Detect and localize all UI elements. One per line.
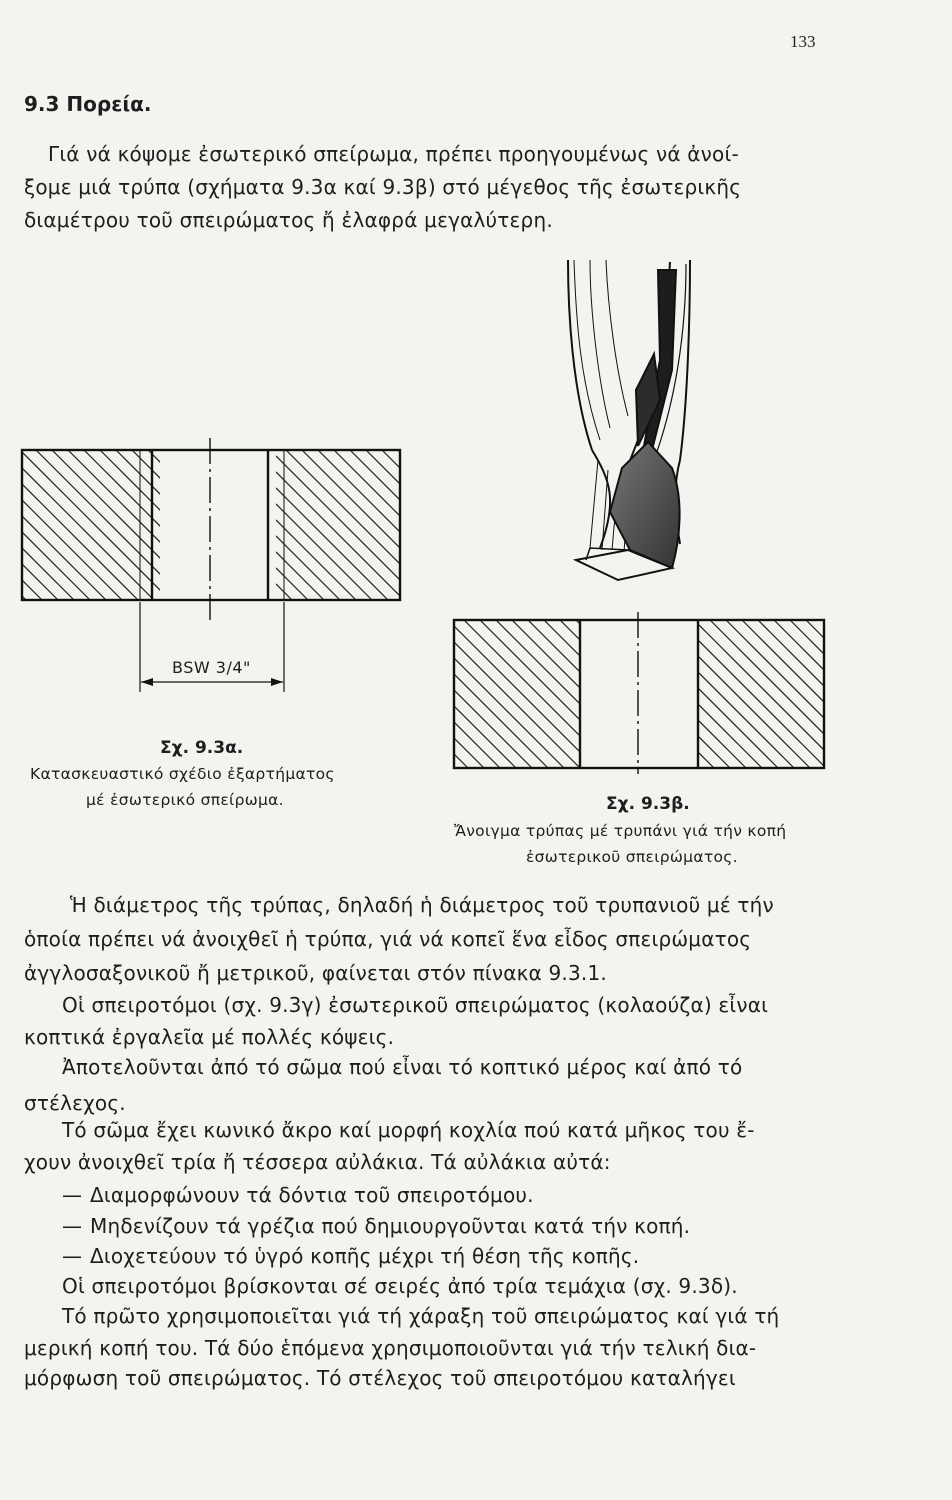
body-line: Τό σῶμα ἔχει κωνικό ἄκρο καί μορφή κοχλία πού κατά μῆκος του ἔ- (62, 1118, 755, 1142)
figure-9-3b-caption-title: Σχ. 9.3β. (606, 794, 690, 814)
figure-9-3a-caption-line: Κατασκευαστικό σχέδιο ἐξαρτήματος (30, 765, 335, 783)
figure-9-3b-caption-line: ἐσωτερικοῦ σπειρώματος. (526, 848, 738, 866)
bullet-item: — Διοχετεύουν τό ὑγρό κοπῆς μέχρι τή θέση τῆς κοπῆς. (62, 1244, 640, 1268)
body-line: Τό πρῶτο χρησιμοποιεῖται γιά τή χάραξη τοῦ σπειρώματος καί γιά τή (62, 1304, 780, 1328)
body-line: χουν ἀνοιχθεῖ τρία ἤ τέσσερα αὐλάκια. Τά αὐλάκια αὐτά: (24, 1150, 611, 1174)
hatch-left (0, 450, 298, 600)
section-heading: 9.3 Πορεία. (24, 92, 152, 116)
body-line: Οἱ σπειροτόμοι βρίσκονται σέ σειρές ἀπό τρία τεμάχια (σχ. 9.3δ). (62, 1274, 738, 1298)
twist-drill (568, 260, 690, 580)
body-line: Οἱ σπειροτόμοι (σχ. 9.3γ) ἐσωτερικοῦ σπειρώματος (κολαούζα) εἶναι (62, 993, 769, 1017)
figure-9-3a-caption-line: μέ ἐσωτερικό σπείρωμα. (86, 791, 284, 809)
figure-9-3a-caption-title: Σχ. 9.3α. (160, 738, 244, 758)
body-line: Ἡ διάμετρος τῆς τρύπας, δηλαδή ἡ διάμετρος τοῦ τρυπανιοῦ μέ τήν (70, 893, 774, 917)
bullet-item: — Μηδενίζουν τά γρέζια πού δημιουργοῦνται κατά τήν κοπή. (62, 1214, 691, 1238)
body-line: Ἀποτελοῦνται ἀπό τό σῶμα πού εἶναι τό κοπτικό μέρος καί ἀπό τό (62, 1055, 743, 1079)
bullet-dash: — (62, 1183, 83, 1207)
body-line: ἀγγλοσαξονικοῦ ἤ μετρικοῦ, φαίνεται στόν πίνακα 9.3.1. (24, 961, 607, 985)
body-line: μερική κοπή του. Τά δύο ἑπόμενα χρησιμοποιοῦνται γιά τήν τελική δια- (24, 1336, 757, 1360)
hatch-right (550, 620, 952, 768)
body-line: μόρφωση τοῦ σπειρώματος. Τό στέλεχος τοῦ σπειροτόμου καταλήγει (24, 1366, 736, 1390)
intro-line: διαμέτρου τοῦ σπειρώματος ἤ ἐλαφρά μεγαλύτερη. (24, 208, 553, 232)
thread-dimension-label: BSW 3/4" (172, 658, 251, 677)
bullet-item: — Διαμορφώνουν τά δόντια τοῦ σπειροτόμου. (62, 1183, 534, 1207)
figure-9-3b-drawing (440, 250, 840, 780)
figure-9-3b-caption-line: Ἄνοιγμα τρύπας μέ τρυπάνι γιά τήν κοπή (454, 822, 787, 840)
body-line: ὁποία πρέπει νά ἀνοιχθεῖ ἡ τρύπα, γιά νά κοπεῖ ἕνα εἶδος σπειρώματος (24, 927, 752, 951)
intro-line: ξομε μιά τρύπα (σχήματα 9.3α καί 9.3β) στό μέγεθος τῆς ἐσωτερικῆς (24, 175, 742, 199)
page-number: 133 (790, 32, 816, 51)
body-line: στέλεχος. (24, 1091, 126, 1115)
bullet-dash: — (62, 1244, 83, 1268)
bullet-dash: — (62, 1214, 83, 1238)
intro-line: Γιά νά κόψομε ἐσωτερικό σπείρωμα, πρέπει προηγουμένως νά ἀνοί- (48, 142, 739, 166)
body-line: κοπτικά ἐργαλεῖα μέ πολλές κόψεις. (24, 1025, 395, 1049)
